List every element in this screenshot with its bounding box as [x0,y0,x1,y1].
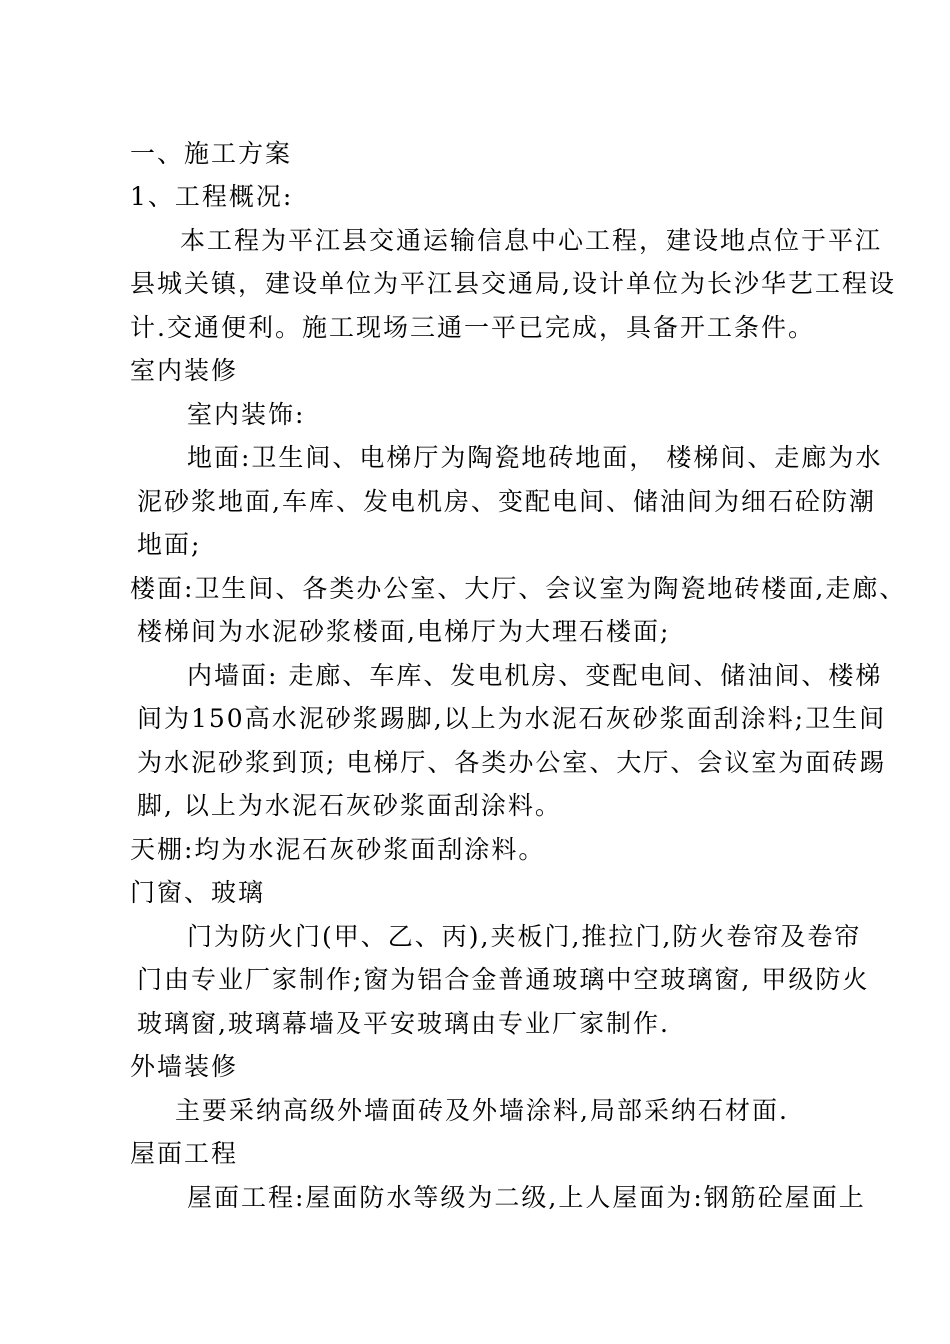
paragraph-line: 地面; [137,530,202,559]
paragraph-line: 楼面:卫生间、各类办公室、大厅、会议室为陶瓷地砖楼面,走廊、 [130,574,907,603]
paragraph-line: 楼梯间为水泥砂浆楼面,电梯厅为大理石楼面; [137,617,671,646]
paragraph-line: 为水泥砂浆到顶; 电梯厅、各类办公室、大厅、会议室为面砖踢 [137,748,887,777]
section-label: 门窗、玻璃 [130,878,266,907]
paragraph-line: 门由专业厂家制作;窗为铝合金普通玻璃中空玻璃窗, 甲级防火 [137,965,870,994]
paragraph-line: 室内装饰: [187,400,306,429]
paragraph-line: 内墙面: 走廊、车库、发电机房、变配电间、储油间、楼梯 [187,661,883,690]
paragraph-line: 玻璃窗,玻璃幕墙及平安玻璃由专业厂家制作. [137,1009,670,1038]
section-heading: 一、施工方案 [130,139,293,168]
paragraph-line: 门为防火门(甲、乙、丙),夹板门,推拉门,防火卷帘及卷帘 [187,922,862,951]
section-label: 外墙装修 [130,1052,239,1081]
paragraph-line: 屋面工程:屋面防水等级为二级,上人屋面为:钢筋砼屋面上 [187,1183,866,1212]
subsection-heading: 1、工程概况: [130,182,294,211]
paragraph-line: 间为150高水泥砂浆踢脚,以上为水泥石灰砂浆面刮涂料;卫生间 [137,704,887,733]
paragraph-line: 本工程为平江县交通运输信息中心工程，建设地点位于平江 [180,226,883,255]
paragraph-line: 天棚:均为水泥石灰砂浆面刮涂料。 [130,835,546,864]
paragraph-line: 泥砂浆地面,车库、发电机房、变配电间、储油间为细石砼防潮 [137,487,876,516]
paragraph-line: 地面:卫生间、电梯厅为陶瓷地砖地面， 楼梯间、走廊为水 [187,443,883,472]
paragraph-line: 脚, 以上为水泥石灰砂浆面刮涂料。 [137,791,562,820]
paragraph-line: 县城关镇，建设单位为平江县交通局,设计单位为长沙华艺工程设 [130,269,896,298]
section-label: 屋面工程 [130,1139,239,1168]
section-label: 室内装修 [130,356,239,385]
paragraph-line: 主要采纳高级外墙面砖及外墙涂料,局部采纳石材面. [175,1096,789,1125]
paragraph-line: 计.交通便利。施工现场三通一平已完成，具备开工条件。 [130,313,815,342]
